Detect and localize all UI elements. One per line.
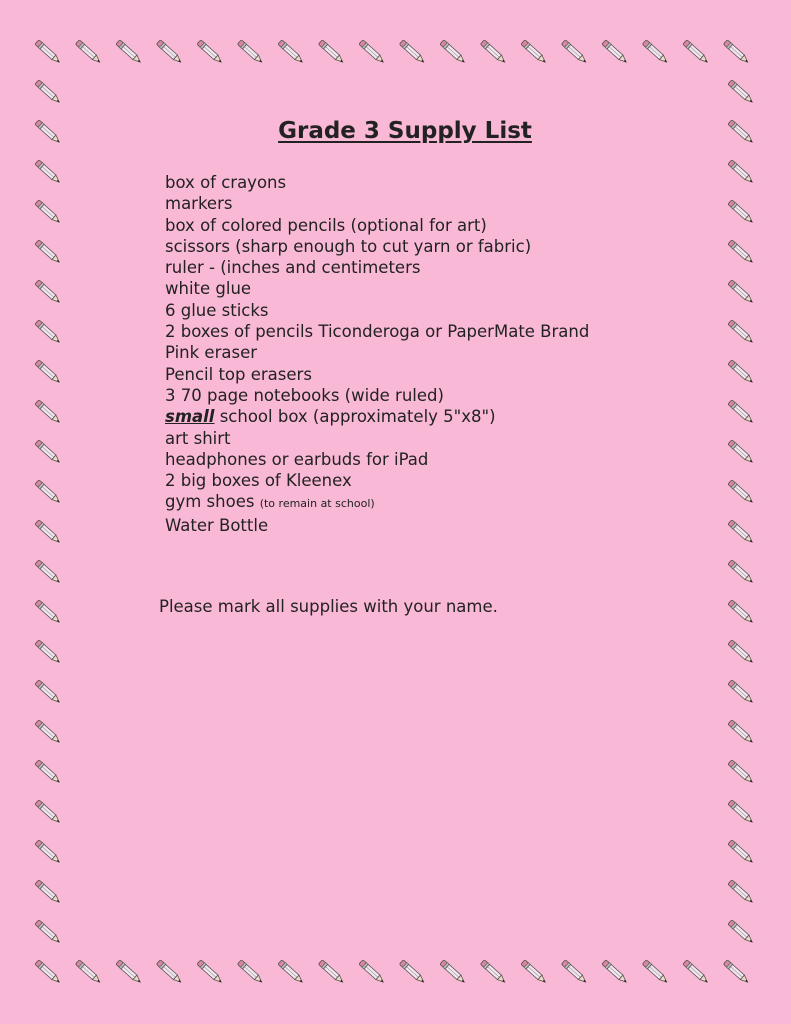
- pencil-icon: [278, 40, 305, 65]
- pencil-icon: [35, 480, 62, 505]
- pencil-icon: [728, 240, 755, 265]
- list-item: Pink eraser: [165, 343, 258, 363]
- pencil-icon: [440, 40, 467, 65]
- pencil-icon: [318, 40, 345, 65]
- pencil-icon: [35, 200, 62, 225]
- list-item: 3 70 page notebooks (wide ruled): [165, 385, 444, 405]
- list-item: box of colored pencils (optional for art): [165, 215, 487, 235]
- pencil-icon: [728, 640, 755, 665]
- pencil-icon: [399, 40, 426, 65]
- pencil-icon: [35, 280, 62, 305]
- pencil-icon: [35, 880, 62, 905]
- pencil-icon: [35, 440, 62, 465]
- list-item-school-box: [165, 406, 589, 427]
- pencil-icon: [728, 720, 755, 745]
- list-item: 2 big boxes of Kleenex: [165, 471, 352, 491]
- pencil-icon: [728, 280, 755, 305]
- pencil-icon: [728, 360, 755, 385]
- pencil-icon: [728, 160, 755, 185]
- pencil-icon: [35, 720, 62, 745]
- pencil-icon: [35, 920, 62, 945]
- list-item: headphones or earbuds for iPad: [165, 449, 429, 469]
- pencil-icon: [728, 520, 755, 545]
- pencil-icon: [399, 960, 426, 985]
- pencil-icon: [35, 320, 62, 345]
- pencil-icon: [116, 960, 143, 985]
- list-item: 2 boxes of pencils Ticonderoga or PaperMate Brand: [165, 322, 590, 342]
- pencil-icon: [521, 40, 548, 65]
- pencil-icon: [440, 960, 467, 985]
- pencil-icon: [728, 760, 755, 785]
- pencil-icon: [723, 40, 750, 65]
- pencil-icon: [35, 40, 62, 65]
- list-item: art shirt: [165, 428, 231, 448]
- pencil-icon: [35, 960, 62, 985]
- footer-note: Please mark all supplies with your name.: [159, 597, 498, 616]
- pencil-icon: [728, 920, 755, 945]
- pencil-icon: [156, 40, 183, 65]
- pencil-icon: [35, 560, 62, 585]
- pencil-icon: [35, 160, 62, 185]
- list-item: Pencil top erasers: [165, 364, 312, 384]
- pencil-icon: [683, 40, 710, 65]
- list-item: 6 glue sticks: [165, 300, 269, 320]
- pencil-icon: [602, 960, 629, 985]
- list-item-gym-shoes: [165, 491, 589, 514]
- pencil-icon: [35, 520, 62, 545]
- pencil-icon: [35, 400, 62, 425]
- pencil-icon: [359, 960, 386, 985]
- pencil-icon: [35, 800, 62, 825]
- gym-shoes-note: (to remain at school): [259, 497, 375, 511]
- pencil-icon: [723, 960, 750, 985]
- pencil-icon: [278, 960, 305, 985]
- pencil-icon: [642, 40, 669, 65]
- pencil-icon: [683, 960, 710, 985]
- pencil-icon: [197, 960, 224, 985]
- pencil-icon: [728, 560, 755, 585]
- pencil-icon: [728, 480, 755, 505]
- list-item: markers: [165, 194, 233, 214]
- small-emphasis: small: [165, 407, 215, 427]
- pencil-icon: [237, 960, 264, 985]
- page-title: Grade 3 Supply List: [278, 118, 532, 144]
- pencil-icon: [728, 440, 755, 465]
- list-item: ruler - (inches and centimeters: [165, 258, 421, 278]
- pencil-icon: [480, 960, 507, 985]
- pencil-icon: [728, 80, 755, 105]
- pencil-icon: [237, 40, 264, 65]
- pencil-icon: [35, 240, 62, 265]
- supply-list: [165, 172, 589, 536]
- pencil-icon: [728, 200, 755, 225]
- pencil-icon: [35, 680, 62, 705]
- pencil-icon: [35, 760, 62, 785]
- pencil-icon: [75, 960, 102, 985]
- pencil-icon: [35, 80, 62, 105]
- pencil-icon: [728, 600, 755, 625]
- list-item: Water Bottle: [165, 515, 269, 535]
- pencil-icon: [156, 960, 183, 985]
- pencil-icon: [728, 880, 755, 905]
- list-item: white glue: [165, 279, 252, 299]
- school-box-text: school box (approximately 5"x8"): [214, 407, 496, 427]
- list-item: scissors (sharp enough to cut yarn or fabric): [165, 236, 532, 256]
- pencil-icon: [116, 40, 143, 65]
- pencil-icon: [35, 840, 62, 865]
- pencil-icon: [561, 40, 588, 65]
- pencil-icon: [318, 960, 345, 985]
- gym-shoes-label: gym shoes: [165, 492, 260, 512]
- pencil-icon: [521, 960, 548, 985]
- list-item: box of crayons: [165, 173, 287, 192]
- pencil-icon: [359, 40, 386, 65]
- pencil-icon: [561, 960, 588, 985]
- pencil-icon: [602, 40, 629, 65]
- pencil-icon: [728, 680, 755, 705]
- pencil-icon: [728, 320, 755, 345]
- pencil-icon: [35, 600, 62, 625]
- pencil-icon: [35, 640, 62, 665]
- pencil-icon: [728, 840, 755, 865]
- pencil-icon: [728, 800, 755, 825]
- pencil-icon: [728, 400, 755, 425]
- pencil-icon: [75, 40, 102, 65]
- pencil-icon: [35, 360, 62, 385]
- pencil-icon: [197, 40, 224, 65]
- pencil-icon: [480, 40, 507, 65]
- pencil-icon: [642, 960, 669, 985]
